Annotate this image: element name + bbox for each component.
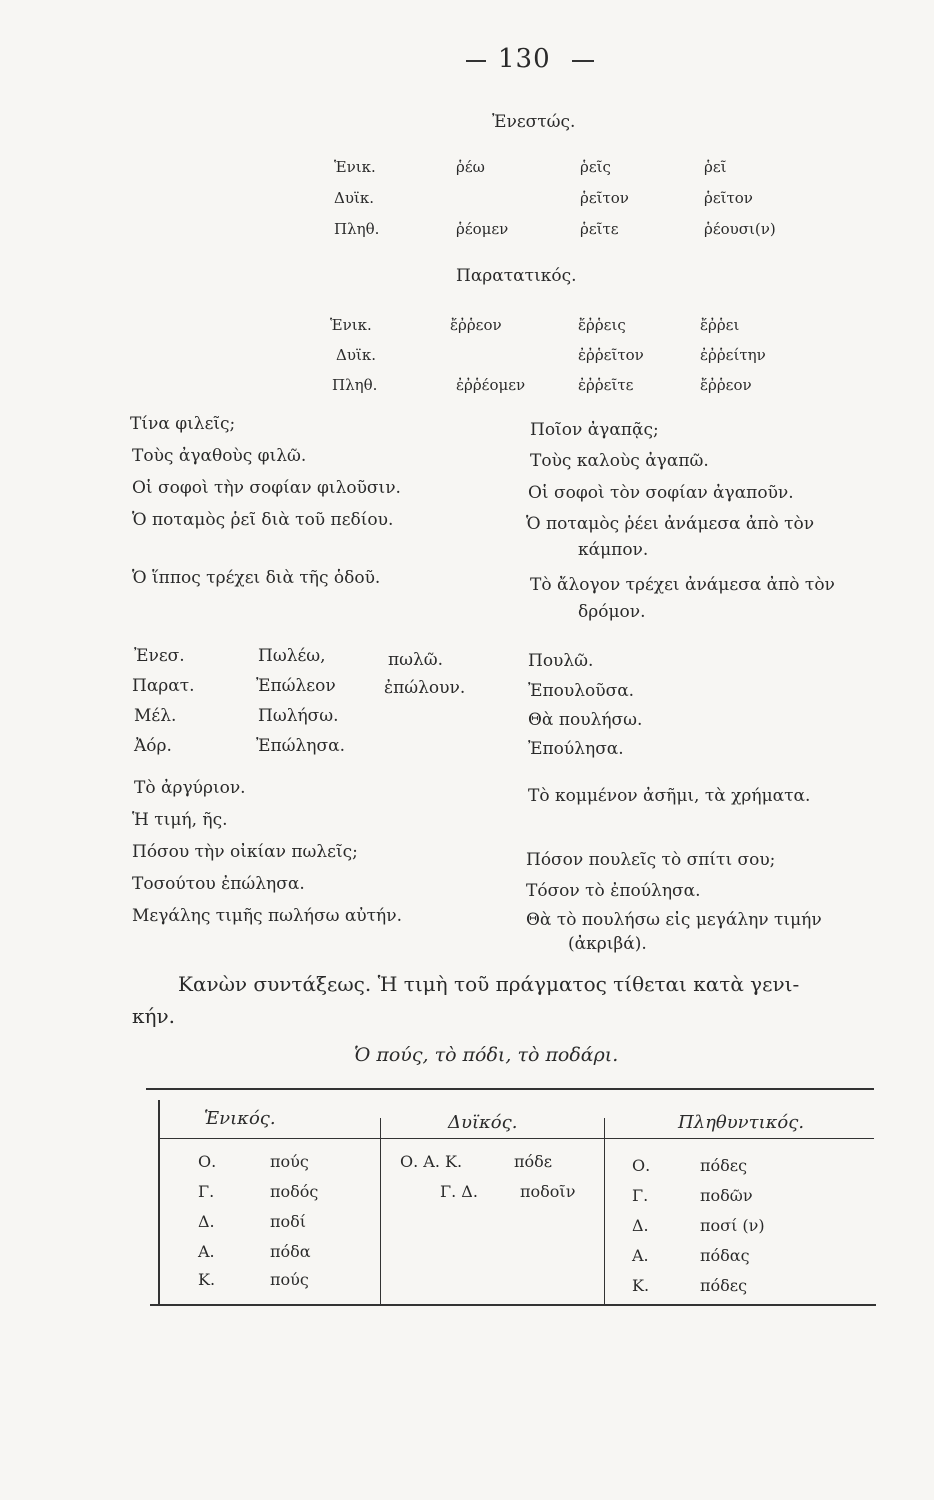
modern-phrase: Πόσον πουλεῖς τὸ σπίτι σου;: [526, 850, 776, 870]
tense-label: Ἐνεσ.: [134, 646, 185, 666]
modern-phrase: Θὰ τὸ πουλήσω εἰς μεγάλην τιμήν: [526, 910, 822, 930]
case-form: πόδα: [270, 1242, 311, 1261]
verb-form: ῥεῖτον: [704, 189, 753, 207]
verb-form: ῥεῖς: [580, 158, 611, 176]
case-label: Α.: [632, 1246, 649, 1265]
ancient-phrase: Τίνα φιλεῖς;: [130, 414, 236, 434]
verb-form: ῥεῖ: [704, 158, 727, 176]
table-top-rule: [146, 1088, 874, 1090]
verb-form: ἔῤῥεις: [578, 316, 626, 334]
case-label: Γ. Δ.: [440, 1182, 478, 1201]
case-label: Κ.: [632, 1276, 650, 1295]
ancient-phrase: Τὸ ἀργύριον.: [134, 778, 246, 798]
case-label: Δ.: [198, 1212, 215, 1231]
ancient-phrase: Ὁ ποταμὸς ῥεῖ διὰ τοῦ πεδίου.: [132, 510, 394, 530]
ancient-phrase: Τοὺς ἀγαθοὺς φιλῶ.: [132, 446, 307, 466]
case-form: πόδες: [700, 1156, 748, 1175]
verb-form: ῥεῖτον: [580, 189, 629, 207]
verb-form: ἔῤῥει: [700, 316, 740, 334]
case-form: πόδας: [700, 1246, 750, 1265]
modern-phrase-continuation: δρόμον.: [578, 602, 646, 622]
verb-form: ῥέω: [456, 158, 485, 176]
case-form: πούς: [270, 1152, 309, 1171]
modern-verb-form: Ἐπούλησα.: [528, 739, 624, 759]
row-label: Πληθ.: [334, 220, 380, 238]
table-column-divider: [380, 1118, 381, 1304]
case-label: Α.: [198, 1242, 215, 1261]
verb-form: ἐῤῥείτην: [700, 346, 766, 364]
imperfect-tense-title: Παρατατικός.: [456, 266, 577, 286]
verb-form: ἐπώλουν.: [384, 678, 466, 698]
case-form: πόδες: [700, 1276, 748, 1295]
verb-form: Πωλήσω.: [258, 706, 339, 726]
modern-verb-form: Θὰ πουλήσω.: [528, 710, 643, 730]
verb-form: ἐῤῥεῖτον: [578, 346, 644, 364]
case-label: Γ.: [632, 1186, 649, 1205]
modern-phrase-continuation: (ἀκριβά).: [568, 934, 647, 954]
modern-phrase: Οἱ σοφοὶ τὸν σοφίαν ἀγαποῦν.: [528, 483, 794, 503]
table-column-divider: [604, 1118, 605, 1304]
column-header-dual: Δυϊκός.: [448, 1112, 518, 1133]
ancient-phrase: Πόσου τὴν οἰκίαν πωλεῖς;: [132, 842, 358, 862]
verb-form: Πωλέω,: [258, 646, 326, 666]
table-header-rule: [158, 1138, 874, 1139]
case-label: Γ.: [198, 1182, 215, 1201]
page-number: 130: [498, 44, 551, 74]
modern-verb-form: Ἐπουλοῦσα.: [528, 681, 635, 701]
verb-form: Ἐπώλησα.: [256, 736, 345, 756]
case-label: Ο. Α. Κ.: [400, 1152, 463, 1171]
row-label: Ἑνικ.: [334, 158, 376, 176]
modern-phrase: Τὸ κομμένον ἀσῆμι, τὰ χρήματα.: [528, 786, 811, 806]
modern-phrase: Τοὺς καλοὺς ἀγαπῶ.: [530, 451, 709, 471]
modern-phrase: Ποῖον ἀγαπᾷς;: [530, 420, 659, 440]
column-header-plural: Πληθυντικός.: [678, 1112, 805, 1133]
modern-phrase-continuation: κάμπον.: [578, 540, 649, 560]
ancient-phrase: Μεγάλης τιμῆς πωλήσω αὐτήν.: [132, 906, 402, 926]
verb-form: ἐῤῥεῖτε: [578, 376, 634, 394]
tense-label: Παρατ.: [132, 676, 195, 696]
present-tense-title: Ἐνεστώς.: [492, 112, 576, 132]
verb-form: ἔῤῥεον: [700, 376, 752, 394]
verb-form: ῥέομεν: [456, 220, 509, 238]
tense-label: Μέλ.: [134, 706, 177, 726]
verb-form: Ἐπώλεον: [256, 676, 336, 696]
verb-form: ῥεῖτε: [580, 220, 619, 238]
case-label: Ο.: [198, 1152, 217, 1171]
page-number-ornament-right: [572, 60, 594, 62]
row-label: Δυϊκ.: [334, 189, 374, 207]
ancient-phrase: Οἱ σοφοὶ τὴν σοφίαν φιλοῦσιν.: [132, 478, 401, 498]
case-form: ποσί (ν): [700, 1216, 765, 1235]
syntax-rule-line-2: κήν.: [132, 1004, 175, 1028]
ancient-phrase: Τοσούτου ἐπώλησα.: [132, 874, 305, 894]
declension-title: Ὁ πούς, τὸ πόδι, τὸ ποδάρι.: [354, 1044, 619, 1066]
case-form: ποδός: [270, 1182, 319, 1201]
case-label: Δ.: [632, 1216, 649, 1235]
row-label: Πληθ.: [332, 376, 378, 394]
case-form: πόδε: [514, 1152, 553, 1171]
verb-form: ἐῤῥέομεν: [456, 376, 526, 394]
table-bottom-rule: [150, 1304, 876, 1306]
ancient-phrase: Ἡ τιμή, ῆς.: [132, 810, 228, 830]
case-form: ποδί: [270, 1212, 307, 1231]
verb-form: ἔῤῥεον: [450, 316, 502, 334]
column-header-singular: Ἑνικός.: [204, 1108, 276, 1129]
modern-phrase: Τόσον τὸ ἐπούλησα.: [526, 881, 701, 901]
modern-phrase: Ὁ ποταμὸς ῥέει ἀνάμεσα ἀπὸ τὸν: [526, 514, 815, 534]
row-label: Δυϊκ.: [336, 346, 376, 364]
modern-verb-form: Πουλῶ.: [528, 651, 594, 671]
ancient-phrase: Ὁ ἵππος τρέχει διὰ τῆς ὁδοῦ.: [132, 568, 381, 588]
case-form: ποδῶν: [700, 1186, 753, 1205]
page-number-ornament-left: [466, 60, 486, 62]
modern-phrase: Τὸ ἄλογον τρέχει ἀνάμεσα ἀπὸ τὸν: [530, 575, 835, 595]
case-label: Ο.: [632, 1156, 651, 1175]
case-form: ποδοῖν: [520, 1182, 576, 1201]
syntax-rule-line-1: Κανὼν συντάξεως. Ἡ τιμὴ τοῦ πράγματος τίθεται κατὰ γενι-: [178, 972, 800, 996]
verb-form: ῥέουσι(ν): [704, 220, 776, 238]
case-form: πούς: [270, 1270, 309, 1289]
case-label: Κ.: [198, 1270, 216, 1289]
verb-form: πωλῶ.: [388, 650, 444, 670]
row-label: Ἑνικ.: [330, 316, 372, 334]
table-left-rule: [158, 1100, 160, 1304]
tense-label: Ἀόρ.: [134, 736, 172, 756]
